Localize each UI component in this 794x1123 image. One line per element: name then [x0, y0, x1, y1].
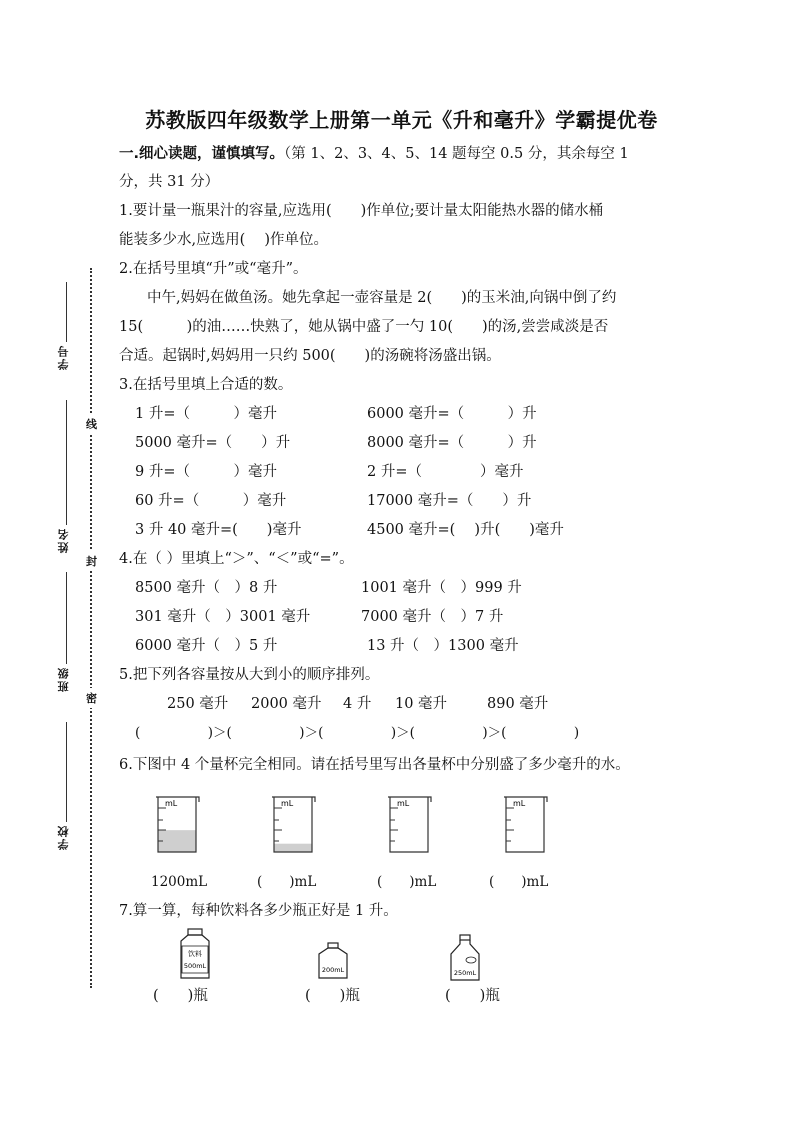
cup-2-label: ( )mL — [257, 874, 317, 890]
bottle-volume-text: 200mL — [321, 966, 345, 974]
cup-water — [158, 830, 196, 852]
seal-char-seal: 封 — [86, 551, 97, 571]
juice-bottle-icon — [177, 928, 213, 980]
q3-row2-right: 8000 毫升=（ ）升 — [367, 435, 537, 451]
q4-row3-right: 13 升（ ）1300 毫升 — [367, 638, 519, 654]
q4-row1-left: 8500 毫升（ ）8 升 — [135, 580, 278, 596]
measuring-cup-4 — [503, 796, 551, 854]
q3-row5-left: 3 升 40 毫升=( )毫升 — [135, 522, 302, 538]
q3-row1-left: 1 升=（ ）毫升 — [135, 406, 277, 422]
measuring-cup-icon — [271, 796, 319, 854]
q3-prompt: 3.在括号里填上合适的数。 — [119, 377, 293, 393]
bottle-3-answer: ( )瓶 — [445, 988, 500, 1004]
q5-item-4: 10 毫升 — [395, 696, 448, 712]
school-label: 学校 — [57, 824, 70, 850]
small-bottle-icon — [315, 942, 351, 980]
cup-water — [274, 844, 312, 852]
bottle-volume-text: 250mL — [453, 969, 477, 977]
section1-note-line2: 分，共 31 分） — [119, 174, 220, 190]
measuring-cup-icon — [503, 796, 551, 854]
cup-unit-label: mL — [281, 799, 294, 808]
q2-line3: 合适。起锅时,妈妈用一只约 500( )的汤碗将汤盛出锅。 — [119, 348, 501, 364]
student-id-label: 学号 — [57, 344, 70, 370]
seal-char-secret: 密 — [86, 688, 97, 708]
q3-row5-right: 4500 毫升=( )升( )毫升 — [367, 522, 564, 538]
q5-item-3: 4 升 — [343, 696, 372, 712]
bottle-200ml — [315, 942, 351, 984]
cup-unit-label: mL — [513, 799, 526, 808]
section1-header — [119, 144, 629, 164]
cup-3-label: ( )mL — [377, 874, 437, 890]
seal-char-line: 线 — [86, 414, 97, 434]
q3-row3-right: 2 升=（ ）毫升 — [367, 464, 524, 480]
binding-dotted-line — [90, 268, 92, 988]
q3-row3-left: 9 升=（ ）毫升 — [135, 464, 277, 480]
cup-4-label: ( )mL — [489, 874, 549, 890]
q5-item-2: 2000 毫升 — [251, 696, 322, 712]
measuring-cup-2 — [271, 796, 319, 854]
q1-line2: 能装多少水,应选用( )作单位。 — [119, 232, 329, 248]
q3-row4-right: 17000 毫升=（ ）升 — [367, 493, 532, 509]
student-id-line — [66, 282, 67, 342]
bottle-250ml — [445, 934, 485, 986]
class-line — [66, 572, 67, 664]
bottle-volume-text: 500mL — [183, 962, 207, 970]
measuring-cup-icon — [155, 796, 203, 854]
q4-row3-left: 6000 毫升（ ）5 升 — [135, 638, 278, 654]
q3-row2-left: 5000 毫升=（ ）升 — [135, 435, 291, 451]
name-label: 姓名 — [57, 527, 70, 553]
measuring-cup-icon — [387, 796, 435, 854]
section1-note-line1: （第 1、2、3、4、5、14 题每空 0.5 分，其余每空 1 — [284, 146, 629, 162]
measuring-cup-3 — [387, 796, 435, 854]
bottle-1-answer: ( )瓶 — [153, 988, 208, 1004]
q1-line1: 1.要计量一瓶果汁的容量,应选用( )作单位;要计量太阳能热水器的储水桶 — [119, 203, 604, 219]
section1-heading: 一.细心读题，谨慎填写。 — [119, 146, 285, 162]
q5-prompt: 5.把下列各容量按从大到小的顺序排列。 — [119, 667, 380, 683]
page-title: 苏教版四年级数学上册第一单元《升和毫升》学霸提优卷 — [145, 108, 658, 132]
q2-line2: 15( )的油……快熟了，她从锅中盛了一勺 10( )的汤,尝尝咸淡是否 — [119, 319, 609, 335]
q4-row2-left: 301 毫升（ ）3001 毫升 — [135, 609, 311, 625]
q4-prompt: 4.在（ ）里填上“＞”、“＜”或“=”。 — [119, 551, 354, 567]
q4-row1-right: 1001 毫升（ ）999 升 — [361, 580, 522, 596]
cup-unit-label: mL — [165, 799, 178, 808]
cup-unit-label: mL — [397, 799, 410, 808]
q3-row1-right: 6000 毫升=（ ）升 — [367, 406, 537, 422]
q3-row4-left: 60 升=（ ）毫升 — [135, 493, 287, 509]
class-label: 班级 — [57, 666, 70, 692]
cup-1-label: 1200mL — [151, 874, 208, 890]
q2-prompt: 2.在括号里填“升”或“毫升”。 — [119, 261, 308, 277]
q5-item-5: 890 毫升 — [487, 696, 549, 712]
bottle-2-answer: ( )瓶 — [305, 988, 360, 1004]
binding-margin — [0, 0, 110, 1123]
school-line — [66, 722, 67, 822]
name-line — [66, 400, 67, 525]
bottle-500ml — [177, 928, 213, 984]
q5-answer-line: ( )＞( )＞( )＞( )＞( ) — [135, 725, 580, 741]
measuring-cup-1 — [155, 796, 203, 854]
q4-row2-right: 7000 毫升（ ）7 升 — [361, 609, 504, 625]
q2-line1: 中午,妈妈在做鱼汤。她先拿起一壶容量是 2( )的玉米油,向锅中倒了约 — [147, 290, 617, 306]
q7-prompt: 7.算一算，每种饮料各多少瓶正好是 1 升。 — [119, 903, 398, 919]
bottle-drink-text: 饮料 — [188, 950, 202, 958]
q6-prompt: 6.下图中 4 个量杯完全相同。请在括号里写出各量杯中分别盛了多少毫升的水。 — [119, 757, 630, 773]
q5-item-1: 250 毫升 — [167, 696, 229, 712]
soda-bottle-icon — [445, 934, 485, 982]
